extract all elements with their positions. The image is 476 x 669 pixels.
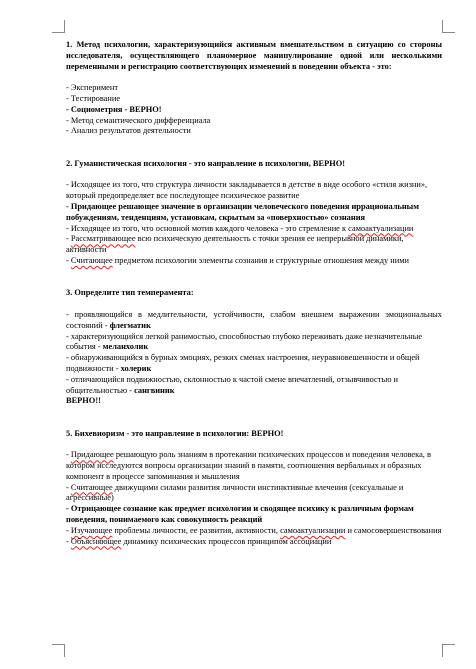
option-answer: флегматик — [109, 320, 151, 330]
question-5-option — [66, 526, 442, 537]
option-prefix: - — [66, 450, 71, 460]
question-3-verdict: ВЕРНО!! — [66, 396, 101, 406]
question-1-option: - Эксперимент — [66, 83, 119, 93]
spellcheck-word: самоактуализации — [280, 525, 346, 535]
crop-mark-bottom-right — [442, 644, 455, 657]
crop-mark-bottom-left — [52, 644, 65, 657]
question-5-title: 5. Бихевиоризм - это направление в психологии: ВЕРНО! — [66, 428, 284, 438]
option-prefix: - — [66, 536, 71, 546]
spellcheck-word: Рассматривающее — [70, 234, 136, 244]
question-3-title: 3. Определите тип темперамента: — [66, 288, 194, 298]
question-1-option-correct: - Социометрия - ВЕРНО! — [66, 104, 162, 114]
option-text: - Исходящее из того, что основной мотив каждого человека - это стремление к — [66, 223, 347, 233]
question-5-option-correct: - Отрицающее сознание как предмет психологии и сводящее психику к различным формам поведения, понимаемого как совокупность реакций — [66, 504, 414, 525]
option-prefix: - — [66, 525, 71, 535]
spellcheck-word: Считающее — [70, 482, 113, 492]
option-text: движущими силами развития личности инстинктивные влечения (сексуальные и агрессивные) — [66, 482, 404, 503]
document-body — [66, 40, 442, 547]
option-answer: холерик — [120, 363, 152, 373]
question-2-option — [66, 256, 442, 267]
option-text: проблемы личности, ее развития, активности, — [112, 525, 281, 535]
option-text: - характеризующийся легкой ранимостью, способностью глубоко переживать даже незначительные события - — [66, 331, 423, 352]
question-3-option — [66, 375, 442, 397]
crop-mark-top-right — [442, 20, 455, 33]
question-5-option — [66, 483, 442, 505]
option-text: динамику психических процессов принципом ассоциации — [121, 536, 332, 546]
option-text: решающую роль знаниям в протекании психических процессов и поведения человека, в котором исследуются вопросы организации знаний в памяти, соотношения вербальных и образных компонент в процессе запоминания и мышления — [66, 450, 431, 481]
spellcheck-word: Изучающее — [70, 525, 113, 535]
question-1-title: 1. Метод психологии, характеризующийся активным вмешательством в ситуацию со стороны исследователя, осуществляющего планомерное манипулирование одной или несколькими переменными и регистрацию соответствующих изменений в поведении объекта - это: — [66, 40, 442, 71]
option-text: всю психическую деятельность с точки зрения ее непрерывной динамики, активности — [66, 234, 404, 255]
question-2-option — [66, 224, 442, 235]
option-text: - обнаруживающийся в бурных эмоциях, резких сменах настроения, неуравновешенности и общей подвижности - — [66, 353, 420, 373]
question-1-option: - Тестирование — [66, 93, 121, 103]
option-prefix: - — [66, 255, 71, 265]
question-3-option — [66, 353, 442, 375]
option-text: - отличающийся подвижностью, склонностью к частой смене впечатлений, отзывчивостью и общительностью - — [66, 374, 399, 395]
question-2-title: 2. Гуманистическая психология - это направление в психологии, ВЕРНО! — [66, 158, 346, 168]
option-prefix: - — [66, 234, 71, 244]
crop-mark-top-left — [52, 20, 65, 33]
question-3-option — [66, 310, 442, 332]
question-5-option — [66, 537, 442, 548]
question-1-option: - Анализ результатов деятельности — [66, 126, 191, 136]
question-3-option — [66, 332, 442, 354]
option-text: - проявляющийся в медлительности, устойчивости, слабом внешнем выражении эмоциональных состояний - — [66, 309, 442, 330]
option-text: и самосовершенствования — [345, 525, 442, 535]
question-1-option: - Метод семантического дифференциала — [66, 115, 211, 125]
question-5-option — [66, 450, 442, 482]
question-2-option-correct: - Придающее решающее значение в организации человеческого поведения иррациональным побуждениям, тенденциям, установкам, скрытым за «поверхностью» сознания — [66, 201, 419, 222]
question-2-option — [66, 234, 442, 256]
option-prefix: - — [66, 482, 71, 492]
spellcheck-word: Считающее — [70, 255, 113, 265]
spellcheck-word: Придающее — [70, 450, 114, 460]
spellcheck-word: Объясняющее — [70, 536, 122, 546]
option-text: предметом психологии элементы сознания и структурные отношения между ними — [112, 255, 410, 265]
option-answer: сангвиник — [134, 385, 175, 395]
spellcheck-word: самоактуализации — [348, 223, 414, 233]
option-answer: меланхолик — [102, 342, 149, 352]
question-2-option: - Исходящее из того, что структура личности закладывается в детстве в виде особого «стиля жизни», который предопределяет все последующее психическое развитие — [66, 180, 428, 201]
